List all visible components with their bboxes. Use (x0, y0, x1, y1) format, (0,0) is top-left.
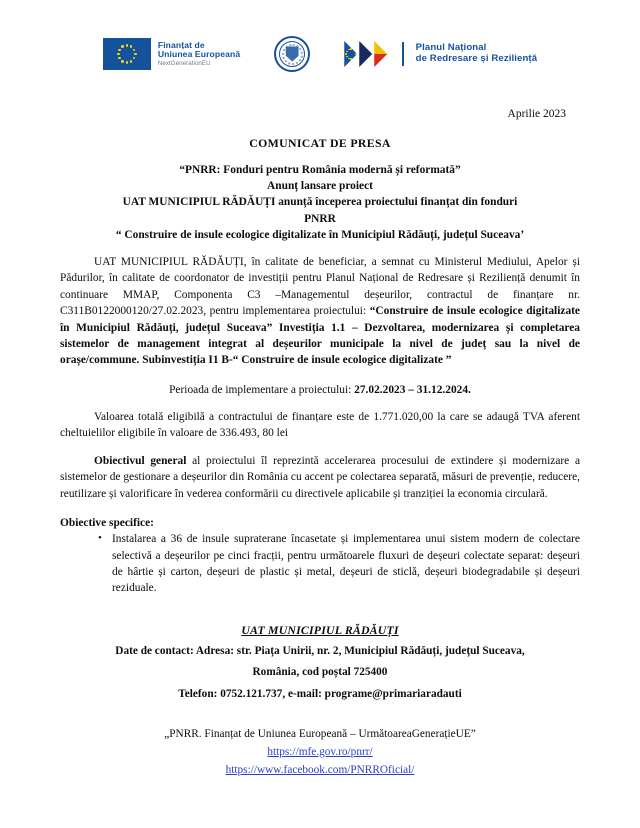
contract-value-paragraph: Valoarea totală eligibilă a contractului de finanțare este de 1.771.020,00 la care se adaugă TVA aferent cheltuielilor eligibile în valoare de 336.493, 80 lei (60, 410, 580, 440)
pnrr-arrow-romania (374, 41, 392, 67)
heading-line-1: “PNRR: Fonduri pentru România modernă și reformată” (179, 164, 461, 176)
pnrr-logo-line-1: Planul Național (415, 42, 487, 54)
implementation-period (60, 384, 580, 396)
implementation-period-label: Perioada de implementare a proiectului: (169, 383, 352, 396)
footer-link-mfe[interactable]: https://mfe.gov.ro/pnrr/ (267, 746, 373, 758)
list-item: • Instalarea a 36 de insule supraterane încasetate și implementarea unui sistem modern de colectare selectivă a deșeurilor pe cinci fracții, pentru următoarele fluxuri de deșeuri colectate separat: deșeuri de hârtie și carton, deșeuri de plastic și metal, deșeuri de sticlă, deșeuri biodegradabile și deșeuri reziduale. (98, 531, 580, 597)
specific-objectives-label: Obiective specifice: (60, 517, 154, 530)
footer-link-facebook[interactable]: https://www.facebook.com/PNRROficial/ (225, 764, 415, 776)
contact-address-line-1: Date de contact: Adresa: str. Piața Unirii, nr. 2, Municipiul Rădăuți, județul Suceava, (115, 644, 525, 657)
eu-logo-line-3: NextGenerationEU (157, 59, 211, 67)
general-objective-paragraph (60, 453, 580, 502)
pnrr-logo (344, 41, 537, 67)
footer-link-2-wrap (60, 760, 580, 778)
contact-block (60, 623, 580, 703)
logo-header-strip (60, 0, 580, 82)
implementation-period-value: 27.02.2023 – 31.12.2024. (354, 383, 471, 396)
eu-flag-icon (103, 38, 151, 70)
document-date: Aprilie 2023 (507, 108, 566, 120)
pnrr-logo-text (416, 43, 538, 65)
pnrr-arrows-icon (344, 41, 389, 67)
intro-paragraph-project-name: “Construire de insule ecologice digitalizate în Municipiul Rădăuți, județul Suceava” Investiția 1.1 – Dezvoltarea, modernizarea și completarea sistemelor de management integrat al deșeurilor municipale la nivel de județ sau la nivel de orașe/commune. Subinvestiția I1 B-“ Construire de insule ecologice digitalizate ” (60, 305, 580, 367)
heading-line-2: Anunț lansare proiect (267, 180, 373, 193)
contact-phone-email: Telefon: 0752.121.737, e-mail: programe@primariaradauti (178, 688, 462, 701)
seal-crest-shape (286, 47, 299, 62)
eu-logo-line-2: Uniunea Europeană (157, 48, 241, 59)
footer-tagline: „PNRR. Finanțat de Uniunea Europeană – UrmătoareaGenerațieUE” (164, 727, 476, 740)
page-title: COMUNICAT DE PRESA (249, 136, 391, 150)
heading-line-5: “ Construire de insule ecologice digitalizate în Municipiul Rădăuți, județul Suceava’ (115, 228, 525, 241)
pnrr-divider (402, 42, 403, 66)
intro-paragraph-text: UAT MUNICIPIUL RĂDĂUȚI, în calitate de beneficiar, a semnat cu Ministerul Mediului, Apelor și Pădurilor, în calitate de coordonator de investiții pentru Planul Național de Redresare și Reziliență denumit în continuare MMAP, Componenta C3 –Managementul deșeurilor, contractul de finanțare nr. C311B0122000120/27.02.2023, pentru implementarea proiectului: (60, 255, 580, 318)
general-objective-label: Obiectivul general (94, 454, 187, 467)
heading-line-4: PNRR (304, 212, 336, 225)
contact-organization: UAT MUNICIPIUL RĂDĂUȚI (241, 622, 399, 637)
general-objective-text: al proiectului îl reprezintă accelerarea procesului de extindere și modernizare a sistemelor de gestionare a deșeurilor din România cu accent pe colectarea separată, măsuri de prevenție, reducere, reutilizare și valorificare în vederea conformării cu directivele aplicabile și tranziției la economia circulară. (60, 454, 581, 500)
footer-link-1-wrap (60, 742, 580, 760)
seal-ring-decoration (282, 44, 303, 65)
contact-address-line-2: România, cod poștal 725400 (252, 666, 388, 679)
footer-block (60, 726, 580, 778)
eu-funding-logo (103, 38, 240, 70)
guvernul-romaniei-seal-icon (274, 36, 310, 72)
eu-logo-line-1: Finanțat de (157, 39, 205, 50)
eu-logo-text (158, 41, 240, 68)
intro-paragraph (60, 254, 580, 369)
specific-objectives-list (60, 531, 580, 597)
heading-block (60, 162, 580, 243)
pnrr-logo-line-2: de Redresare și Reziliență (415, 53, 538, 64)
heading-line-3: UAT MUNICIPIUL RĂDĂUȚI anunță începerea proiectului finanțat din fonduri (122, 196, 518, 209)
